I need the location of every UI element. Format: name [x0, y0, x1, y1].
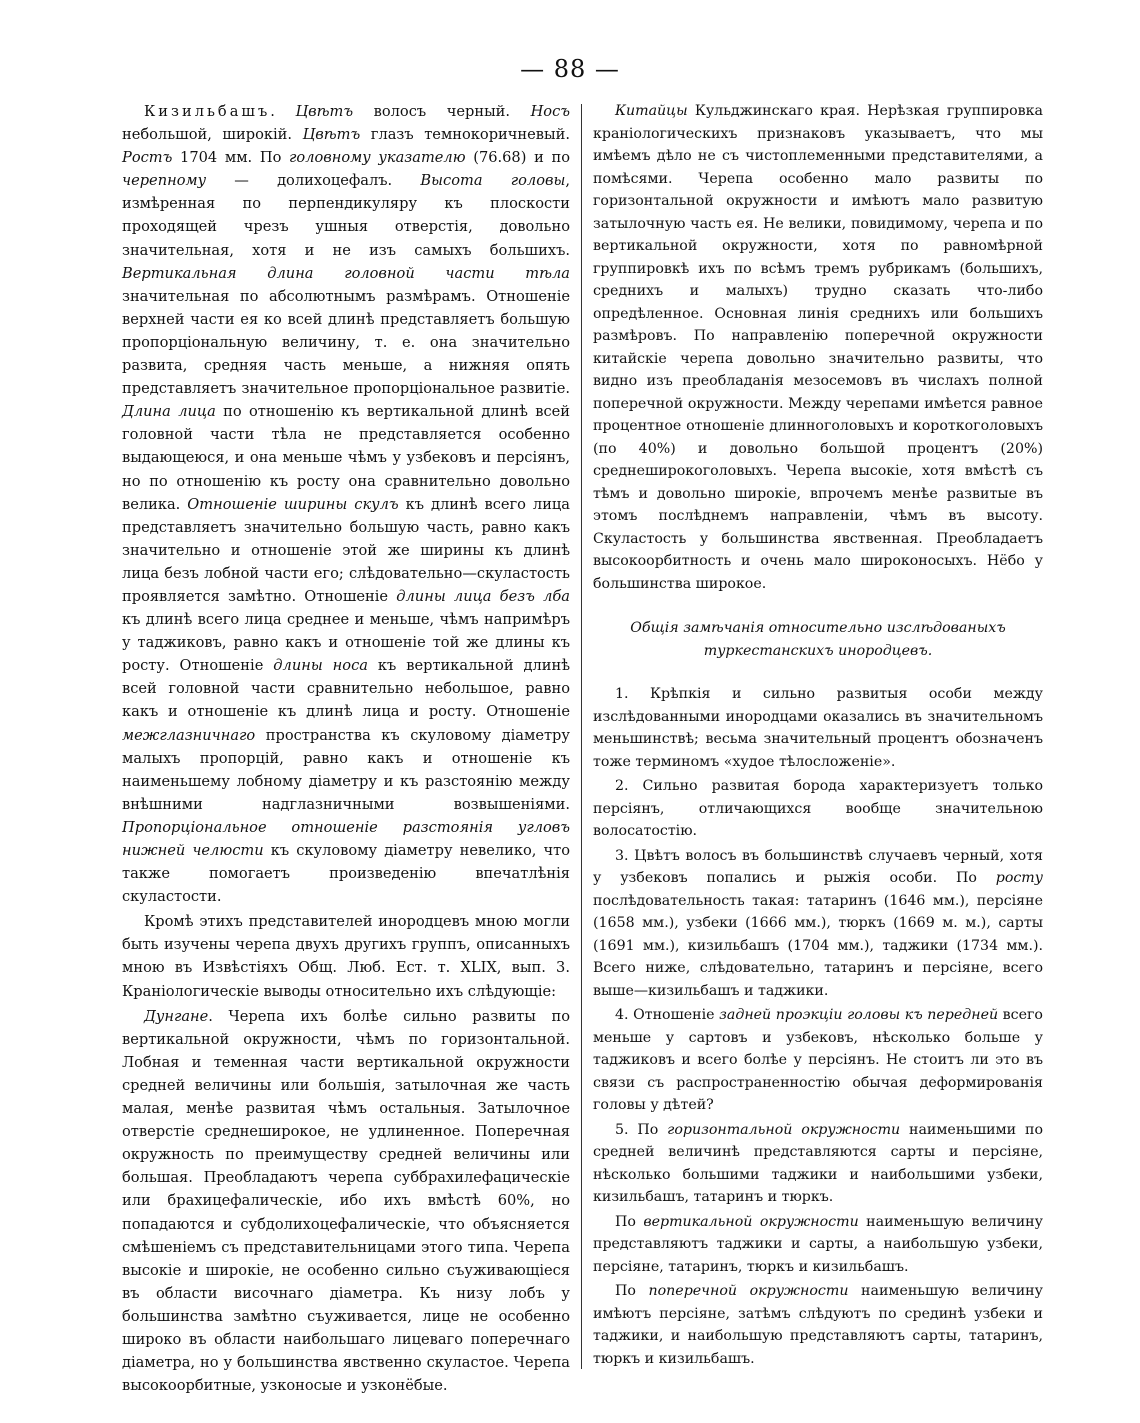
text-run: 5. По: [615, 1121, 668, 1138]
text-run: наименьшими по средней величинѣ представляются сарты и персіяне, нѣсколько большими таджики и наибольшими узбеки, кизильбашъ, татаринъ и тюркъ.: [593, 1121, 1043, 1205]
left-column: [122, 100, 570, 1397]
text-run: небольшой, широкій.: [122, 126, 303, 144]
italic-term: Ростъ: [122, 149, 173, 167]
text-run: значительная по абсолютнымъ размѣрамъ. Отношеніе верхней части ея ко всей длинѣ представляетъ большую пропорціональную величину, т. е. она значительно развита, средняя часть меньше, а нижняя опять представляетъ значительное пропорціональное развитіе.: [122, 287, 570, 398]
text-run: — долихоцефалъ.: [206, 172, 421, 190]
text-run: наименьшую величину имѣютъ персіяне, затѣмъ слѣдуютъ по срединѣ узбеки и таджики, и наибольшую представляютъ сарты, татаринъ, тюркъ и кизильбашъ.: [593, 1283, 1043, 1367]
text-run: Кульджинскаго края. Нерѣзкая группировка краніологическихъ признаковъ указываетъ, что мы имѣемъ дѣло не съ чистоплеменными представителями, а помѣсями. Черепа особенно мало развиты по горизонтальной окружности и имѣютъ мало развитую затылочную часть ея. Не велики, повидимому, черепа и по вертикальной окружности, хотя по равномѣрной группировкѣ ихъ по всѣмъ тремъ рубрикамъ (большихъ, среднихъ и малыхъ) трудно сказать что-либо опредѣленное. Основная линія среднихъ или большихъ размѣровъ. По направленію поперечной окружности китайскіе черепа довольно значительно развиты, что видно изъ преобладанія мезосемовъ въ числахъ полной поперечной окружности. Между черепами имѣется равное процентное отношеніе длинноголовыхъ и короткоголовыхъ (по 40%) и довольно большой процентъ (20%) среднеширокоголовыхъ. Черепа высокіе, хотя вмѣстѣ съ тѣмъ и довольно широкіе, впрочемъ менѣе развитые въ этомъ послѣднемъ направленіи, чѣмъ въ высоту. Скуластость у большинства явственная. Преобладаетъ высокоорбитность и очень мало широконосыхъ. Нёбо у большинства широкое.: [593, 103, 1043, 592]
text-run: , измѣренная по перпендикуляру къ плоскости проходящей чрезъ ушныя отверстія, довольно значительная, хотя и не изъ самыхъ большихъ.: [122, 172, 571, 259]
italic-term: поперечной окружности: [648, 1283, 849, 1299]
list-item-3: [593, 845, 1043, 1003]
italic-term: Китайцы: [615, 103, 688, 119]
italic-term: горизонтальной окружности: [667, 1121, 901, 1138]
text-run: 4. Отношеніе: [615, 1007, 720, 1023]
italic-term: Высота головы: [420, 172, 566, 190]
text-run: Кизильбашъ: [144, 103, 271, 120]
italic-term: росту: [995, 870, 1043, 886]
page-number: — 88 —: [520, 55, 620, 83]
text-run: (76.68) и по: [465, 149, 570, 167]
text-run: къ длинѣ всего лица среднее и меньше, чѣмъ напримѣръ у таджиковъ, равно какъ и отношеніе той же длины къ росту. Отношеніе: [122, 611, 570, 675]
list-item-5: [593, 1119, 1043, 1209]
text-run: .: [270, 103, 296, 120]
italic-term: Носъ: [530, 103, 570, 120]
paragraph-chinese: [593, 100, 1043, 595]
section-heading: Общія замѣчанія относительно изслѣдованыхъ туркестанскихъ инородцевъ.: [630, 620, 1006, 659]
column-divider: [581, 104, 582, 1369]
text-run: По: [615, 1213, 644, 1230]
text-run: къ вертикальной длинѣ всей головной части сравнительно небольшое, равно какъ и отношеніе къ длинѣ лица и росту. Отношеніе: [122, 657, 571, 721]
text-run: по отношенію къ вертикальной длинѣ всей головной части тѣла не представляется особенно выдающеюся, и она меньше чѣмъ у узбековъ и персіянъ, но по отношенію къ росту она сравнительно довольно велика.: [122, 403, 570, 513]
italic-term: черепному: [122, 172, 207, 190]
list-item-5-vertical: [593, 1211, 1043, 1279]
text-run: къ скуловому діаметру невелико, что также помогаетъ произведенію впечатлѣнія скуластости.: [122, 842, 571, 906]
text-run: . Черепа ихъ болѣе сильно развиты по вертикальной окружности, чѣмъ по горизонтальной. Лобная и теменная части вертикальной окружности средней величины или большія, затылочная же часть малая, менѣе развитая чѣмъ остальныя. Затылочное отверстіе среднеширокое, не удлиненное. Поперечная окружность по преимуществу средней величины или большая. Преобладаютъ черепа суббрахилефацическіе или брахицефалическіе, ибо ихъ вмѣстѣ 60%, но попадаются и субдолихоцефалическіе, что объясняется смѣшеніемъ съ представительницами этого типа. Черепа высокіе и широкіе, не особенно сильно съуживающіеся въ области височнаго діаметра. Къ низу лобъ у большинства замѣтно съуживается, лице не особенно широко въ области наибольшаго лицеваго поперечнаго діаметра, но у большинства явственно скуластое. Черепа высокоорбитные, узконосые и узконёбые.: [122, 1007, 570, 1395]
italic-term: головному указателю: [289, 149, 466, 167]
text-run: всего меньше у сартовъ и узбековъ, нѣсколько больше у таджиковъ и всего болѣе у персіянъ. Не стоитъ ли это въ связи съ распространенностію обычая деформированія головы у дѣтей?: [593, 1007, 1043, 1113]
text-run: По: [615, 1283, 649, 1299]
text-run: пространства къ скуловому діаметру малыхъ пропорцій, равно какъ и отношеніе къ наименьшему лобному діаметру и къ разстоянію между внѣшними надглазничными возвышеніями.: [122, 726, 570, 813]
list-item-2: 2. Сильно развитая борода характеризуетъ только персіянъ, отличающихся вообще значительною волосатостію.: [593, 778, 1043, 839]
italic-term: Цвѣтъ: [302, 126, 361, 144]
paragraph-kizilbash: [122, 100, 570, 908]
text-run: глазъ темнокоричневый.: [360, 126, 570, 144]
italic-term: задней проэкціи головы къ передней: [719, 1007, 999, 1023]
text-run: волосъ черный.: [353, 103, 531, 120]
paragraph-other-groups: Кромѣ этихъ представителей инородцевъ мною могли быть изучены черепа двухъ другихъ группъ, описанныхъ мною въ Извѣстіяхъ Общ. Люб. Ест. т. XLIX, вып. 3. Краніологическіе выводы относительно ихъ слѣдующіе:: [122, 913, 570, 1000]
italic-term: Дунгане: [144, 1007, 209, 1025]
text-run: 1704 мм. По: [172, 149, 290, 167]
italic-term: Длина лица: [122, 403, 216, 421]
list-item-1: 1. Крѣпкія и сильно развитыя особи между изслѣдованными инородцами оказались въ значительномъ меньшинствѣ; весьма значительный процентъ обозначенъ тоже терминомъ «худое тѣлосложеніе».: [593, 686, 1043, 770]
text-run: къ длинѣ всего лица представляетъ значительно большую часть, равно какъ значительно и отношеніе этой же ширины къ длинѣ лица безъ лобной части его; слѣдовательно—скуластость проявляется замѣтно. Отношеніе: [122, 495, 571, 605]
paragraph-dungane: [122, 1005, 570, 1398]
italic-term: Вертикальная длина головной части тѣла: [122, 264, 570, 282]
right-column: [593, 100, 1043, 1370]
list-item-5-transverse: [593, 1280, 1043, 1370]
text-run: 3. Цвѣтъ волосъ въ большинствѣ случаевъ черный, хотя у узбековъ попались и рыжія особи. По: [593, 847, 1043, 886]
text-run: послѣдовательность такая: татаринъ (1646 мм.), персіяне (1658 мм.), узбеки (1666 мм.), тюркъ (1669 м. м.), сарты (1691 мм.), кизильбашъ (1704 мм.), таджики (1734 мм.). Всего ниже, слѣдовательно, татаринъ и персіяне, всего выше—кизильбашъ и таджики.: [593, 892, 1043, 999]
list-item-4: [593, 1004, 1043, 1117]
italic-term: Отношеніе ширины скулъ: [187, 495, 399, 513]
text-run: наименьшую величину представляютъ таджики и сарты, а наибольшую узбеки, персіяне, татаринъ, тюркъ и кизильбашъ.: [593, 1213, 1043, 1275]
italic-term: Цвѣтъ: [295, 103, 354, 120]
italic-term: межглазничнаго: [122, 726, 256, 744]
italic-term: вертикальной окружности: [643, 1213, 859, 1230]
italic-term: длины носа: [273, 657, 368, 675]
italic-term: длины лица безъ лба: [396, 587, 570, 605]
italic-term: Пропорціональное отношеніе разстоянія угловъ нижней челюсти: [122, 818, 570, 859]
